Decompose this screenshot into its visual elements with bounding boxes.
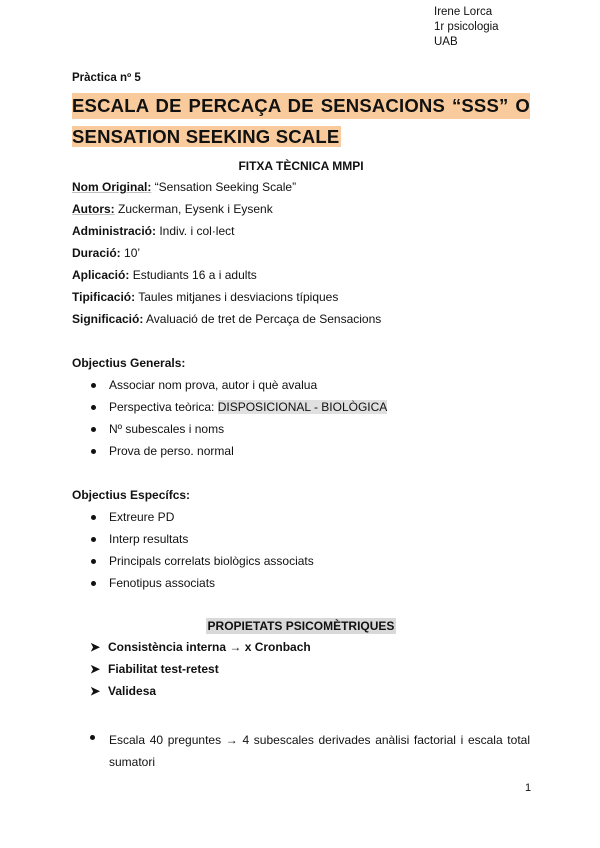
perspectiva-highlight: DISPOSICIONAL - BIOLÒGICA [217, 400, 388, 414]
meta-list [72, 180, 381, 334]
bullet-icon [91, 537, 96, 542]
list-item: Fenotipus associats [72, 576, 314, 598]
bullet-icon [91, 515, 96, 520]
arrow-icon: ➤ [90, 640, 101, 654]
document-title [72, 93, 530, 150]
final-bullet-text: Escala 40 preguntes → 4 subescales derivades anàlisi factorial i escala total sumatori [109, 733, 530, 769]
list-item: ➤ Consistència interna → x Cronbach [90, 640, 311, 654]
bullet-icon [91, 449, 96, 454]
author-course: 1r psicologia [434, 21, 499, 33]
list-item: Extreure PD [72, 510, 314, 532]
meta-row-autors: Autors: Zuckerman, Eysenk i Eysenk [72, 202, 273, 216]
bullet-icon [91, 559, 96, 564]
arrow-icon: ➤ [90, 662, 101, 676]
meta-row-aplicacio: Aplicació: Estudiants 16 a i adults [72, 268, 257, 282]
objectius-especifics-section [72, 488, 314, 598]
objectius-generals-title: Objectius Generals: [72, 356, 186, 370]
list-item: Nº subescales i noms [72, 422, 387, 444]
page-number: 1 [525, 782, 532, 794]
propietats-list [90, 640, 311, 706]
meta-row-administracio: Administració: Indiv. i col·lect [72, 224, 235, 238]
propietats-heading: PROPIETATS PSICOMÈTRIQUES [207, 619, 395, 633]
bullet-icon [91, 581, 96, 586]
final-bullet [90, 729, 530, 773]
meta-row-duracio: Duració: 10’ [72, 246, 141, 260]
bullet-icon [90, 735, 95, 740]
objectius-generals-section [72, 356, 387, 466]
list-item: ➤ Fiabilitat test-retest [90, 662, 219, 676]
practica-label: Pràctica nº 5 [72, 72, 141, 84]
title-line-2: SENSATION SEEKING SCALE [72, 126, 340, 147]
list-item: Perspectiva teòrica: DISPOSICIONAL - BIOLÒGICA [72, 400, 387, 422]
arrow-icon: ➤ [90, 684, 101, 698]
list-item: ➤ Validesa [90, 684, 157, 698]
author-block [434, 5, 499, 50]
meta-row-nom-original: Nom Original: “Sensation Seeking Scale” [72, 180, 297, 194]
list-item: Prova de perso. normal [72, 444, 387, 466]
meta-row-significacio: Significació: Avaluació de tret de Percaça de Sensacions [72, 312, 382, 326]
list-item: Associar nom prova, autor i què avalua [72, 378, 387, 400]
bullet-icon [91, 405, 96, 410]
objectius-especifics-title: Objectius Específcs: [72, 488, 191, 502]
author-name: Irene Lorca [434, 6, 493, 18]
fitxa-tecnica-heading: FITXA TÈCNICA MMPI [238, 159, 364, 173]
bullet-icon [91, 427, 96, 432]
bullet-icon [91, 383, 96, 388]
objectius-generals-list [72, 378, 387, 466]
list-item: Interp resultats [72, 532, 314, 554]
objectius-especifics-list [72, 510, 314, 598]
list-item: Principals correlats biològics associats [72, 554, 314, 576]
author-university: UAB [434, 36, 458, 48]
meta-row-tipificacio: Tipificació: Taules mitjanes i desviacions típiques [72, 290, 339, 304]
title-line-1: ESCALA DE PERCAÇA DE SENSACIONS “SSS” O [72, 93, 530, 119]
